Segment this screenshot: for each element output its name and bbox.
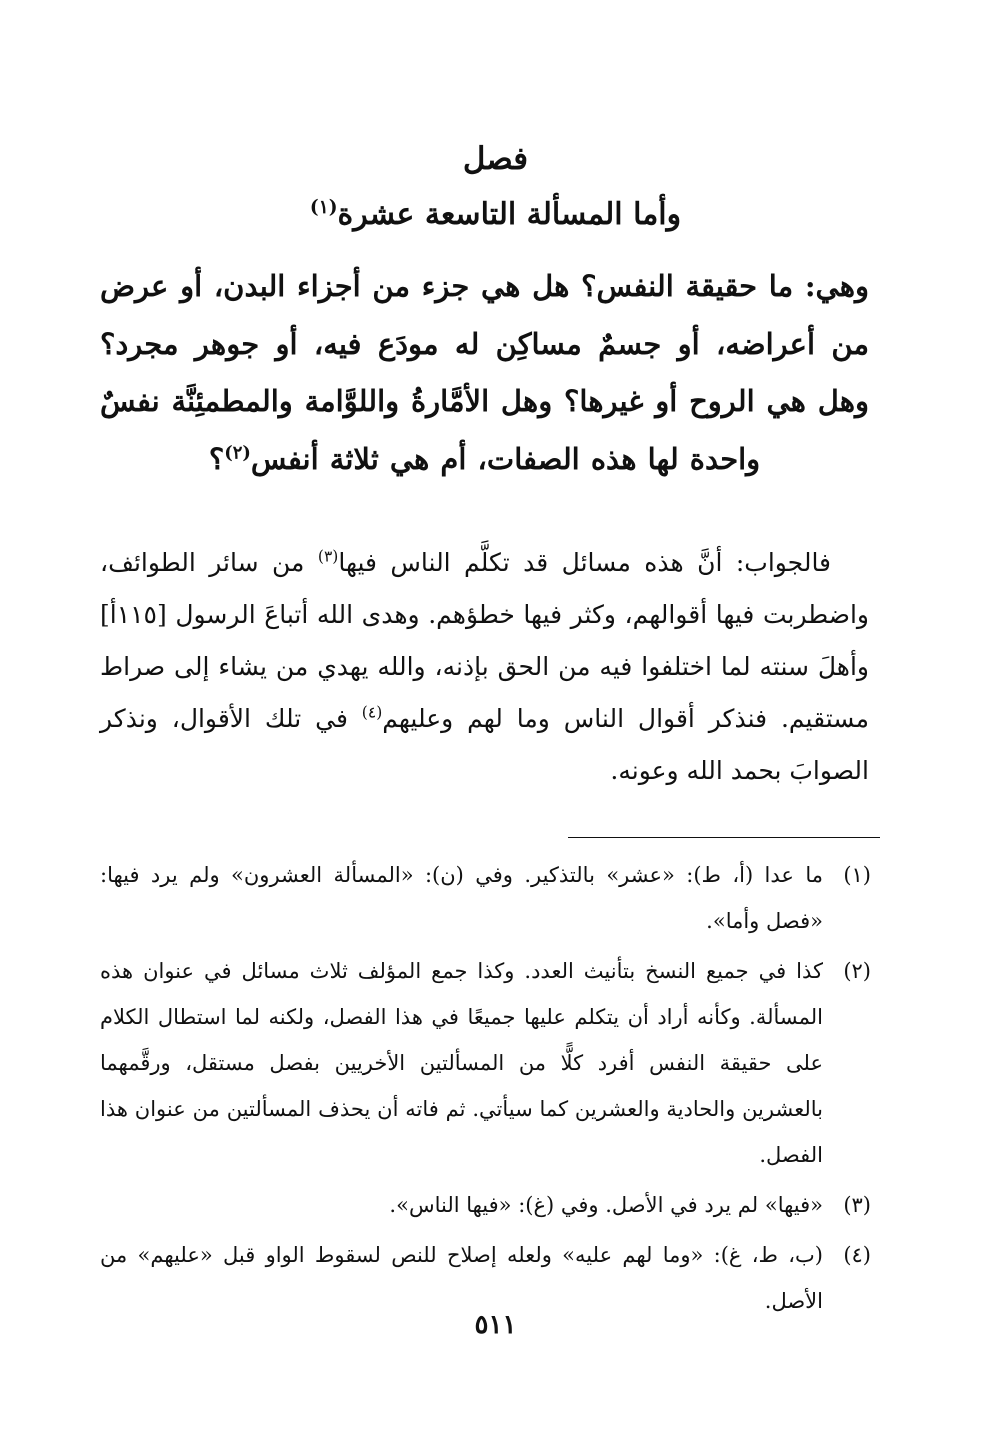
question-paragraph	[100, 258, 869, 488]
section-subtitle	[100, 194, 891, 236]
footnote-number: (٤)	[843, 1243, 871, 1267]
footnote	[100, 948, 871, 1178]
page-number: ٥١١	[474, 1310, 517, 1340]
footnote	[100, 1182, 871, 1228]
footnotes	[100, 852, 871, 1328]
footnote	[100, 852, 871, 944]
footnote-ref-3: (٣)	[317, 547, 339, 566]
answer-text-1: فالجواب: أنَّ هذه مسائل قد تكلَّم الناس فيها	[338, 548, 832, 577]
question-mark: ؟	[208, 441, 225, 476]
subtitle-text: وأما المسألة التاسعة عشرة	[337, 197, 682, 232]
footnote-separator	[568, 837, 880, 838]
footnote-number: (٢)	[843, 959, 871, 983]
footnote-number: (١)	[843, 863, 871, 887]
footnote-text: كذا في جميع النسخ بتأنيث العدد. وكذا جمع المؤلف ثلاث مسائل في عنوان هذه المسألة. وكأنه أراد أن يتكلم عليها جميعًا في هذا الفصل، ولكنه لما استطال الكلام على حقيقة النفس أفرد كلًّا من المسألتين الأخريين بفصل مستقل، ورقَّمهما بالعشرين والحادية والعشرين كما سيأتي. ثم فاته أن يحذف المسألتين من عنوان هذا الفصل.	[100, 959, 823, 1167]
footnote-ref-2: (٢)	[224, 441, 251, 463]
answer-paragraph	[100, 537, 869, 797]
footnote-number: (٣)	[843, 1193, 871, 1217]
footnote-ref-4: (٤)	[361, 703, 383, 722]
answer-text-2: من سائر الطوائف، واضطربت فيها أقوالهم، وكثر فيها خطؤهم. وهدى الله أتباعَ الرسول [١١٥أ] وأهلَ سنته لما اختلفوا فيه من الحق بإذنه، والله يهدي من يشاء إلى صراط مستقيم. فنذكر أقوال الناس وما لهم وعليهم	[100, 548, 869, 733]
answer-text-3: في تلك الأقوال، ونذكر الصوابَ بحمد الله وعونه.	[100, 704, 869, 785]
footnote-text: «فيها» لم يرد في الأصل. وفي (غ): «فيها الناس».	[389, 1193, 823, 1217]
footnote-ref-1: (١)	[309, 197, 338, 218]
section-title: فصل	[462, 141, 529, 177]
question-text: وهي: ما حقيقة النفس؟ هل هي جزء من أجزاء البدن، أو عرض من أعراضه، أو جسمٌ مساكِن له مودَع فيه، أو جوهر مجرد؟ وهل هي الروح أو غيرها؟ وهل الأمَّارةُ واللوَّامة والمطمئِنَّة نفسٌ واحدة لها هذه الصفات، أم هي ثلاثة أنفس	[100, 269, 869, 476]
footnote-text: ما عدا (أ، ط): «عشر» بالتذكير. وفي (ن): «المسألة العشرون» ولم يرد فيها: «فصل وأما».	[100, 863, 823, 933]
footnote-text: (ب، ط، غ): «وما لهم عليه» ولعله إصلاح للنص لسقوط الواو قبل «عليهم» من الأصل.	[100, 1243, 823, 1313]
